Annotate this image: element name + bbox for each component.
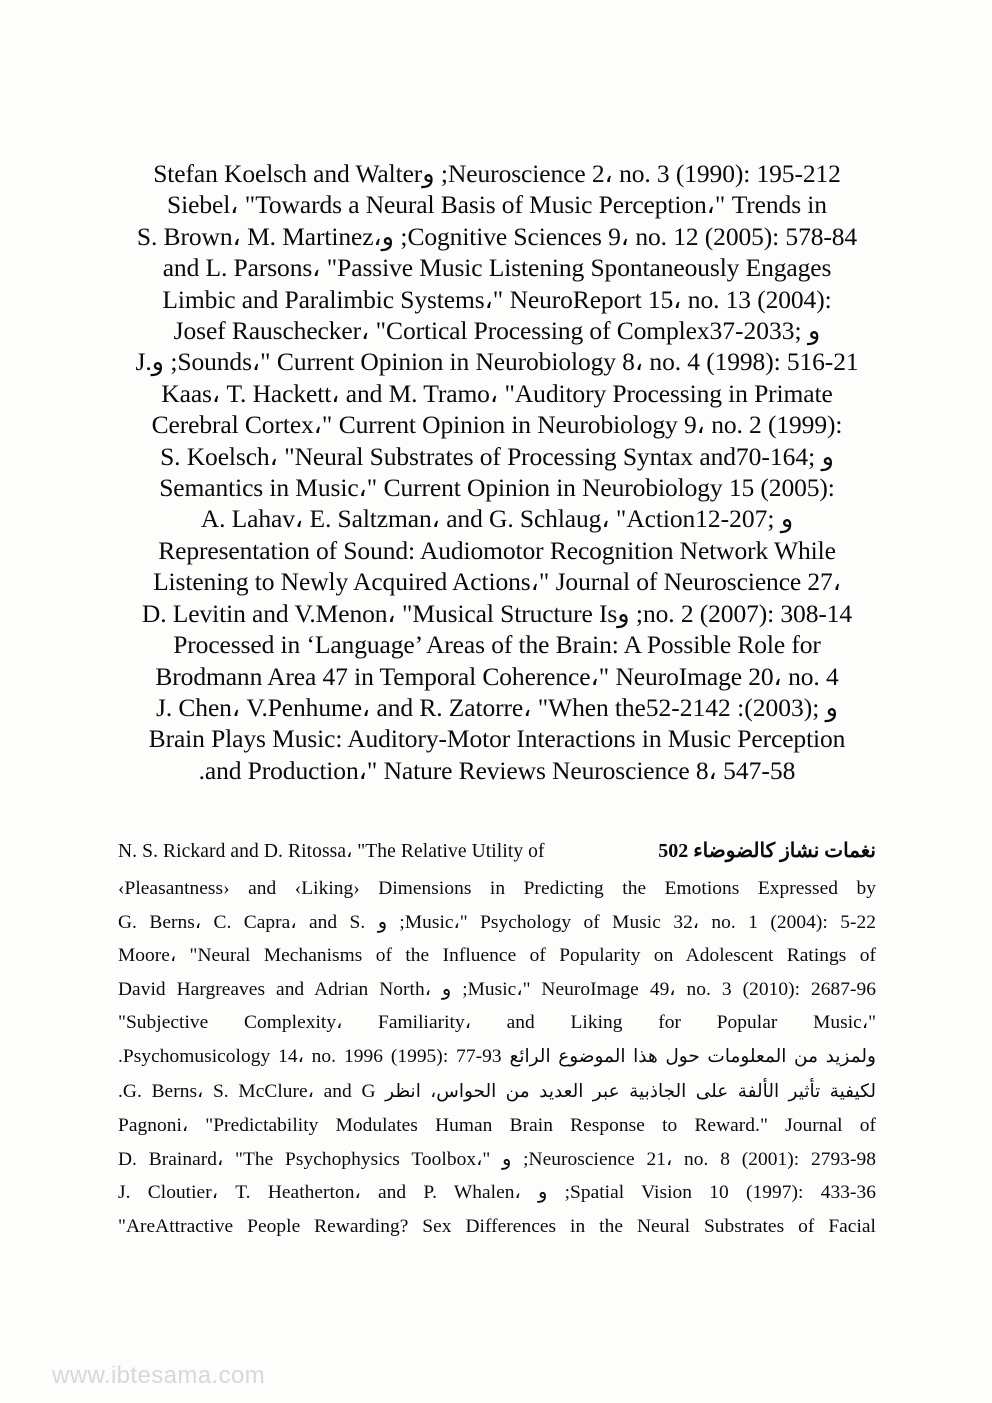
bibliography-line: "Subjective Complexity، Familiarity، and Liking for Popular Music،" [118,1012,876,1034]
bibliography-block-bottom [118,872,876,1244]
bibliography-line: David Hargreaves and Adrian North، و ;Music،" NeuroImage 49، no. 3 (2010): 2687-96 [118,978,876,1000]
latin-run: Psychomusicology 14، no. 1996 (1995): 77-93. [118,1045,502,1067]
bibliography-line: D. Levitin and V.Menon، "Musical Structure Isو ;no. 2 (2007): 308-14 [141,598,853,628]
bibliography-line: S. Koelsch، "Neural Substrates of Processing Syntax andو ;164-70 [160,441,834,471]
page-number: 205 [658,840,689,862]
bibliography-line: D. Brainard، "The Psychophysics Toolbox،" و ;Neuroscience 21، no. 8 (2001): 2793-98 [118,1148,876,1170]
bibliography-line: Cerebral Cortex،" Current Opinion in Neurobiology 9، no. 2 (1999): [151,410,843,440]
bibliography-line: Brain Plays Music: Auditory-Motor Interactions in Music Perception [148,724,846,754]
bibliography-line: Kaas، T. Hackett، and M. Tramo، "Auditory Processing in Primate [161,378,833,408]
bibliography-line-mixed [118,1040,876,1075]
bibliography-line: .and Production،" Nature Reviews Neuroscience 8، 547-58 [198,755,796,785]
bibliography-line: S. Brown، M. Martinez،و ;Cognitive Sciences 9، no. 12 (2005): 578-84 [136,221,858,251]
bibliography-line: J. Chen، V.Penhume، and R. Zatorre، "When theو ;(2003): 2142-52 [156,692,838,722]
bibliography-line: and L. Parsons، "Passive Music Listening Spontaneously Engages [162,253,832,283]
bibliography-line: Josef Rauschecker، "Cortical Processing of Complexو ;2033-37 [173,316,821,346]
bibliography-line: A. Lahav، E. Saltzman، and G. Schlaug، "Actionو ;207-12 [200,504,794,534]
bibliography-line: Siebel، "Towards a Neural Basis of Music Perception،" Trends in [167,190,827,220]
bibliography-line: Stefan Koelsch and Walterو ;Neuroscience 2، no. 3 (1990): 195-212 [153,159,841,188]
bibliography-line: Limbic and Paralimbic Systems،" NeuroReport 15، no. 13 (2004): [162,284,832,314]
arabic-run: لكيفية تأثير الألفة على الجاذبية عبر العديد من الحواس، انظر [385,1081,876,1102]
bibliography-block-top [118,158,876,786]
bibliography-line: J. Cloutier، T. Heatherton، and P. Whalen، و ;Spatial Vision 10 (1997): 433-36 [118,1182,876,1204]
bibliography-line: ‹Pleasantness› and ‹Liking› Dimensions in Predicting the Emotions Expressed by [118,878,876,899]
running-head-arabic-title: نغمات نشاز كالضوضاء [693,840,876,862]
bibliography-line: Listening to Newly Acquired Actions،" Journal of Neuroscience 27، [153,567,841,597]
bibliography-line-mixed [118,1075,876,1110]
bibliography-line: Semantics in Music،" Current Opinion in Neurobiology 15 (2005): [159,473,835,503]
bibliography-line: "AreAttractive People Rewarding? Sex Differences in the Neural Substrates of Facial [118,1215,876,1237]
site-watermark: www.ibtesama.com [52,1362,266,1389]
running-head [118,838,876,865]
running-head-latin-fragment: N. S. Rickard and D. Ritossa، "The Relative Utility of [118,841,545,862]
bibliography-line: Moore، "Neural Mechanisms of the Influence of Popularity on Adolescent Ratings of [118,945,876,967]
running-head-arabic-title-and-page [658,838,876,864]
bibliography-line: Representation of Sound: Audiomotor Recognition Network While [158,535,836,565]
bibliography-line: Pagnoni، "Predictability Modulates Human Brain Response to Reward." Journal of [118,1115,876,1137]
bibliography-line: Processed in ‘Language’ Areas of the Brain: A Possible Role for [173,630,821,660]
bibliography-line: Brodmann Area 47 in Temporal Coherence،" NeuroImage 20، no. 4 [155,661,839,691]
bibliography-line: J.و ;Sounds،" Current Opinion in Neurobiology 8، no. 4 (1998): 516-21 [135,347,859,377]
arabic-run: ولمزيد من المعلومات حول هذا الموضوع الرائع [509,1046,876,1067]
bibliography-line: G. Berns، C. Capra، and S. و ;Music،" Psychology of Music 32، no. 1 (2004): 5-22 [118,911,876,933]
latin-run: G. Berns، S. McClure، and G. [118,1080,376,1102]
